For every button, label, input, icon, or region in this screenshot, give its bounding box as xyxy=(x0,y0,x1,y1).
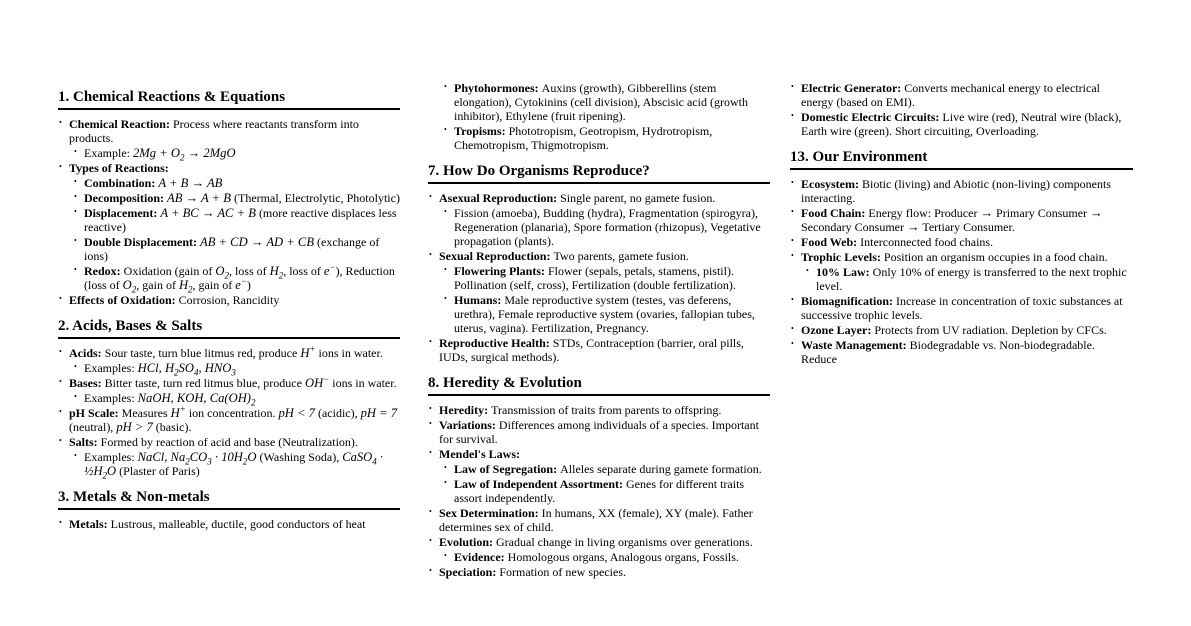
section-heading-7-how-do-organisms-reproduce: 7. How Do Organisms Reproduce? xyxy=(428,163,770,184)
body-text: Only 10% of energy is transferred to the next trophic level. xyxy=(816,265,1127,293)
math-text: e− xyxy=(323,261,336,278)
body-text: Genes for different traits assort independently. xyxy=(454,477,745,505)
term-label: Law of Segregation: xyxy=(454,462,561,476)
list-item xyxy=(428,506,770,534)
list-item xyxy=(790,250,1133,264)
list-item xyxy=(58,161,400,175)
body-text: (neutral), xyxy=(69,420,117,434)
body-text: Measures xyxy=(121,406,171,420)
body-text: Process where reactants transform into products. xyxy=(69,117,359,145)
list-item xyxy=(428,191,770,205)
list-item xyxy=(58,117,400,145)
list-item xyxy=(790,177,1133,205)
term-label: 10% Law: xyxy=(816,265,873,279)
list-item xyxy=(428,403,770,417)
body-text: Protects from UV radiation. Depletion by CFCs. xyxy=(874,323,1107,337)
math-text: pH < 7 xyxy=(278,406,315,420)
column-2 xyxy=(428,80,770,580)
body-text: Corrosion, Rancidity xyxy=(178,293,280,307)
math-text: A + BC → AC + B xyxy=(160,206,256,220)
body-text: Secondary Consumer xyxy=(801,220,907,234)
list-item xyxy=(73,176,400,190)
body-text: Examples: xyxy=(84,450,138,464)
term-label: Food Web: xyxy=(801,235,861,249)
body-text: (exchange of ions) xyxy=(84,235,380,263)
math-text: $H_2$ xyxy=(269,264,284,281)
list-item xyxy=(805,265,1133,293)
body-text: , loss of xyxy=(283,264,324,278)
body-text: Single parent, no gamete fusion. xyxy=(560,191,716,205)
math-text: NaCl, $Na_2CO_3 \cdot 10H_2O$ xyxy=(137,450,257,467)
math-text: AB → A + B xyxy=(167,191,232,205)
term-label: Effects of Oxidation: xyxy=(69,293,179,307)
list-item xyxy=(443,264,770,292)
list-item xyxy=(428,336,770,364)
list-item xyxy=(443,477,770,505)
list-item xyxy=(58,293,400,307)
body-text: Primary Consumer xyxy=(993,206,1091,220)
math-text: $O_2$ xyxy=(215,264,229,281)
section-heading-2-acids-bases-salts: 2. Acids, Bases & Salts xyxy=(58,318,400,339)
math-text: pH > 7 xyxy=(116,420,153,434)
list-item xyxy=(790,110,1133,138)
math-text: HCl, $H_2SO_4$, $HNO_3$ xyxy=(137,361,236,378)
body-text: Sour taste, turn blue litmus red, produce xyxy=(104,346,301,360)
term-label: Ecosystem: xyxy=(801,177,862,191)
term-label: pH Scale: xyxy=(69,406,122,420)
math-text: OH− xyxy=(304,373,330,390)
body-text: (more reactive displaces less reactive) xyxy=(84,206,397,234)
body-text: Example: xyxy=(84,146,133,160)
body-text: (acidic), xyxy=(314,406,361,420)
math-text: $H_2$ xyxy=(178,278,193,295)
body-text: Formation of new species. xyxy=(499,565,626,579)
body-text: Tertiary Consumer. xyxy=(919,220,1015,234)
list-item xyxy=(790,81,1133,109)
list-item xyxy=(73,191,400,205)
body-text: Lustrous, malleable, ductile, good conductors of heat xyxy=(110,517,366,531)
math-text: pH = 7 xyxy=(360,406,398,420)
body-text: (Thermal, Electrolytic, Photolytic) xyxy=(231,191,400,205)
list-item xyxy=(443,550,770,564)
list-item xyxy=(790,338,1133,366)
term-label: Domestic Electric Circuits: xyxy=(801,110,943,124)
term-label: Double Displacement: xyxy=(84,235,200,249)
list-item xyxy=(428,447,770,461)
term-label: Decomposition: xyxy=(84,191,167,205)
list-item xyxy=(790,323,1133,337)
list-item xyxy=(73,261,400,295)
body-text: Male reproductive system (testes, vas deferens, urethra), Female reproductive system (ovaries, fallopian tubes, uterus, vagina). Fertilization, Pregnancy. xyxy=(454,293,755,335)
term-label: Bases: xyxy=(69,376,105,390)
body-text: Examples: xyxy=(84,391,138,405)
term-label: Phytohormones: xyxy=(454,81,542,95)
term-label: Variations: xyxy=(439,418,499,432)
body-text: STDs, Contraception (barrier, oral pills, IUDs, surgical methods). xyxy=(439,336,744,364)
term-label: Flowering Plants: xyxy=(454,264,548,278)
body-text: ion concentration. xyxy=(185,406,279,420)
body-text: Biotic (living) and Abiotic (non-living) components interacting. xyxy=(801,177,1111,205)
body-text: Bitter taste, turn red litmus blue, produce xyxy=(104,376,305,390)
body-text: Auxins (growth), Gibberellins (stem elongation), Cytokinins (cell division), Abscisic acid (growth inhibitor), Ethylene (fruit ripening). xyxy=(454,81,748,123)
body-text: ions in water. xyxy=(315,346,383,360)
body-text: Fission (amoeba), Budding (hydra), Fragmentation (spirogyra), Regeneration (planaria), Spore formation (rhizopus), Vegetative propagation (plants). xyxy=(454,206,761,248)
term-label: Ozone Layer: xyxy=(801,323,875,337)
section-heading-1-chemical-reactions-equations: 1. Chemical Reactions & Equations xyxy=(58,89,400,110)
body-text: , gain of xyxy=(136,278,179,292)
math-text: e− xyxy=(235,275,247,292)
term-label: Evolution: xyxy=(439,535,497,549)
term-label: Humans: xyxy=(454,293,505,307)
column-3 xyxy=(790,80,1133,367)
body-text: Transmission of traits from parents to offspring. xyxy=(491,403,722,417)
term-label: Food Chain: xyxy=(801,206,869,220)
term-label: Sex Determination: xyxy=(439,506,542,520)
math-text: H+ xyxy=(170,403,186,420)
list-item xyxy=(58,517,400,531)
column-1 xyxy=(58,80,400,532)
term-label: Asexual Reproduction: xyxy=(439,191,561,205)
body-text: (basic). xyxy=(152,420,192,434)
list-item xyxy=(443,293,770,335)
body-text: Interconnected food chains. xyxy=(860,235,994,249)
term-label: Salts: xyxy=(69,435,101,449)
section-heading-8-heredity-evolution: 8. Heredity & Evolution xyxy=(428,375,770,396)
math-text: A + B → AB xyxy=(158,176,223,190)
term-label: Acids: xyxy=(69,346,105,360)
body-text: Energy flow: Producer xyxy=(868,206,981,220)
term-label: Tropisms: xyxy=(454,124,509,138)
list-item xyxy=(443,124,770,152)
term-label: Types of Reactions: xyxy=(69,161,169,175)
list-item xyxy=(58,373,400,390)
term-label: Trophic Levels: xyxy=(801,250,884,264)
term-label: Metals: xyxy=(69,517,111,531)
term-label: Electric Generator: xyxy=(801,81,905,95)
math-text: → xyxy=(1090,206,1103,220)
list-item xyxy=(443,462,770,476)
math-text: CaSO$_4$ · $\frac{1}{2}H_2O$ xyxy=(84,450,384,481)
body-text: Homologous organs, Analogous organs, Fossils. xyxy=(507,550,739,564)
list-item xyxy=(58,403,400,434)
body-text: Gradual change in living organisms over generations. xyxy=(496,535,753,549)
list-item xyxy=(790,294,1133,322)
math-text: → xyxy=(980,206,994,220)
term-label: Displacement: xyxy=(84,206,161,220)
body-text: Position an organism occupies in a food chain. xyxy=(883,250,1108,264)
term-label: Waste Management: xyxy=(801,338,910,352)
list-item xyxy=(58,435,400,449)
list-item xyxy=(428,535,770,549)
term-label: Chemical Reaction: xyxy=(69,117,173,131)
body-text: ), Reduction (loss of xyxy=(84,264,395,292)
body-text: Alleles separate during gamete formation. xyxy=(560,462,762,476)
term-label: Combination: xyxy=(84,176,159,190)
body-text: Formed by reaction of acid and base (Neutralization). xyxy=(100,435,358,449)
body-text: Oxidation (gain of xyxy=(123,264,216,278)
math-text: NaOH, KOH, $Ca(OH)_2$ xyxy=(137,391,256,408)
body-text: , gain of xyxy=(192,278,236,292)
list-item xyxy=(443,206,770,248)
list-item xyxy=(443,81,770,123)
term-label: Evidence: xyxy=(454,550,508,564)
term-label: Reproductive Health: xyxy=(439,336,553,350)
list-item xyxy=(73,206,400,234)
body-text: In humans, XX (female), XY (male). Father determines sex of child. xyxy=(439,506,753,534)
body-text: (Washing Soda), xyxy=(256,450,343,464)
body-text: Live wire (red), Neutral wire (black), Earth wire (green). Short circuiting, Overloading. xyxy=(801,110,1122,138)
body-text: Two parents, gamete fusion. xyxy=(553,249,689,263)
list-item xyxy=(428,249,770,263)
body-text: Differences among individuals of a species. Important for survival. xyxy=(439,418,759,446)
list-item xyxy=(428,418,770,446)
body-text: Biodegradable vs. Non-biodegradable. Reduce xyxy=(801,338,1095,366)
term-label: Biomagnification: xyxy=(801,294,896,308)
term-label: Speciation: xyxy=(439,565,500,579)
body-text: , loss of xyxy=(228,264,270,278)
math-text: $2Mg + O_2 \to 2MgO$ xyxy=(132,146,236,163)
math-text: H+ xyxy=(300,343,316,360)
body-text: ions in water. xyxy=(329,376,397,390)
section-heading-3-metals-non-metals: 3. Metals & Non-metals xyxy=(58,489,400,510)
list-item xyxy=(58,343,400,360)
math-text: → xyxy=(906,220,920,234)
math-text: $O_2$ xyxy=(122,278,137,295)
math-text: AB + CD → AD + CB xyxy=(200,235,315,249)
term-label: Heredity: xyxy=(439,403,492,417)
list-item xyxy=(428,565,770,579)
section-heading-13-our-environment: 13. Our Environment xyxy=(790,149,1133,170)
term-label: Redox: xyxy=(84,264,124,278)
list-item xyxy=(73,450,400,481)
list-item xyxy=(790,206,1133,234)
body-text: Examples: xyxy=(84,361,138,375)
body-text: ) xyxy=(246,278,251,292)
list-item xyxy=(73,391,400,408)
term-label: Law of Independent Assortment: xyxy=(454,477,627,491)
list-item xyxy=(73,235,400,263)
list-item xyxy=(73,146,400,163)
body-text: Converts mechanical energy to electrical energy (based on EMI). xyxy=(801,81,1100,109)
list-item xyxy=(790,235,1133,249)
body-text: Phototropism, Geotropism, Hydrotropism, Chemotropism, Thigmotropism. xyxy=(454,124,713,152)
body-text: Increase in concentration of toxic substances at successive trophic levels. xyxy=(801,294,1123,322)
body-text: (Plaster of Paris) xyxy=(116,464,200,478)
list-item xyxy=(73,361,400,378)
body-text: Flower (sepals, petals, stamens, pistil). Pollination (self, cross), Fertilization (double fertilization). xyxy=(454,264,736,292)
term-label: Sexual Reproduction: xyxy=(439,249,554,263)
term-label: Mendel's Laws: xyxy=(439,447,520,461)
